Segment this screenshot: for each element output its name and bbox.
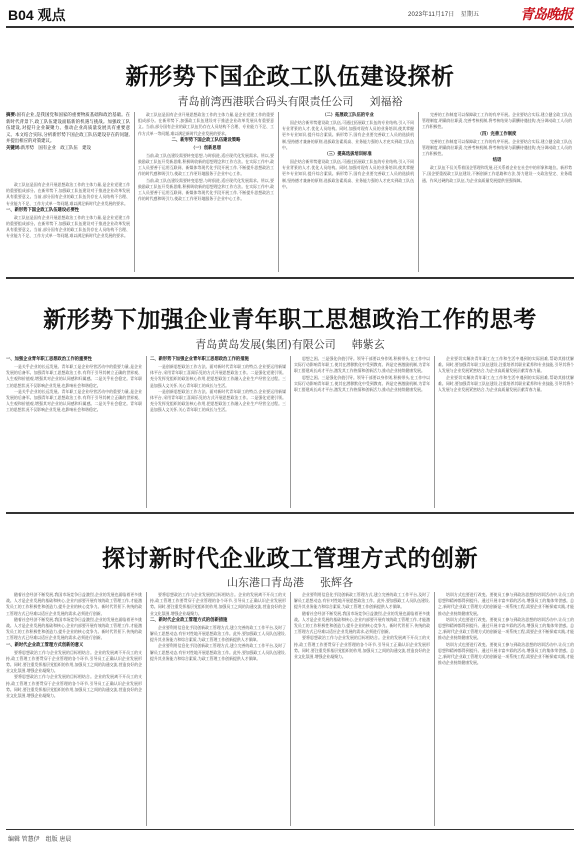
article3-org: 山东港口青岛港	[227, 576, 304, 589]
article3-paragraph: 随着社会经济不断发展,我国市场竞争日益激烈,企业的发展也面临着更多挑战。人才是企业发展的基础和核心,企业内部要开展有效的政工管理工作,才能激发员工的工作积极性和创造力,提升企业的核心竞争力。新时代背景下,传统的政工管理方式已经难以适应企业发展的需求,必须进行创新。	[6, 616, 142, 641]
footer-designer: 组版 唐晨	[45, 837, 72, 843]
article3-column-2	[150, 592, 286, 826]
article1-paragraph: 当前,政工队伍建设需要转变思想,与时俱进,适应现代化发展需求。所以,要鼓励政工队伍开发新思维,积极吸收新的思想理念和工作方法。在实际工作中,政工人员要善于运用互联网、新媒体等现代化手段开展工作,不断提升思想政治工作的时代感和吸引力,使政工工作更好地服务于企业中心工作。	[138, 152, 274, 177]
section-name: 观点	[37, 7, 66, 23]
issue-date: 2023年11月17日 星期五	[408, 12, 480, 18]
article3-paragraph: 培训方式也要进行改变。要使员工参与到政治思想的培训活动中,让员工的思想和精神都得到提升。通过开展丰富多彩的活动,增强员工的集体荣誉感。总之,新时代企业政工管理方式的创新是一项系统工程,需要企业不断探索实践,才能推动企业持续健康发展。	[438, 616, 574, 641]
article3-paragraph: 随着社会经济不断发展,我国市场竞争日益激烈,企业的发展也面临着更多挑战。人才是企业发展的基础和核心,企业内部要开展有效的政工管理工作,才能激发员工的工作积极性和创造力,提升企业的核心竞争力。新时代背景下,传统的政工管理方式已经难以适应企业发展的需求,必须进行创新。	[6, 592, 142, 616]
article1-section-heading: 一、新形势下国企政工队伍建设必要性	[6, 207, 80, 213]
column-divider	[278, 112, 279, 272]
article3-paragraph: 培训方式也要进行改变。要使员工参与到政治思想的培训活动中,让员工的思想和精神都得到提升。通过开展丰富多彩的活动,增强员工的集体荣誉感。总之,新时代企业政工管理方式的创新是一项系统工程,需要企业不断探索实践,才能推动企业持续健康发展。	[438, 641, 574, 666]
article1-subheading: （三）提高选拔培训标准	[324, 152, 372, 158]
article2-column-4	[438, 356, 574, 508]
article3-title: 探讨新时代企业政工管理方式的创新	[102, 545, 478, 572]
column-divider	[146, 592, 147, 826]
abstract-label: 摘要:	[6, 113, 17, 118]
header-rule	[6, 26, 574, 28]
article1-paragraph: 国企结合新形势建设政工队伍,可通过拓展政工队伍的专业结构,引入不同专业背景的人才,优化人员结构。同时,加强对现有人员的业务培训,使其掌握更多专业知识,提升综合素质。新形势下,国有企业要完善政工人员的选拔机制,坚持德才兼备的原则,选拔政治素质高、业务能力强的人才充实到政工队伍中。	[282, 159, 414, 189]
article2-column-3	[294, 356, 430, 508]
article1-subheading: （一）创新思想	[190, 145, 222, 151]
article1-org: 青岛前湾西港联合码头有限责任公司	[177, 95, 354, 108]
article2-paragraph: 企业要切实解决青年职工在工作和生活中遇到的实际困难,帮助其排忧解难。同时,要加强青年职工队伍建设,注重培养其职业素养和专业技能,引导其将个人发展与企业发展紧密结合,为企业高质量发展贡献青春力量。	[438, 356, 574, 374]
column-divider	[418, 112, 419, 272]
article1-section-heading: 二、新形势下国企政工队伍建设策略	[171, 137, 241, 143]
article1-column-4	[422, 112, 572, 272]
column-divider	[290, 356, 291, 508]
article3-paragraph: 随着社会经济不断发展,我国市场竞争日益激烈,企业的发展也面临着更多挑战。人才是企业发展的基础和核心,企业内部要开展有效的政工管理工作,才能激发员工的工作积极性和创造力,提升企业的核心竞争力。新时代背景下,传统的政工管理方式已经难以适应企业发展的需求,必须进行创新。	[294, 610, 430, 635]
article3-column-4	[438, 592, 574, 826]
article3-paragraph: 要将思想政治工作与企业发展的目标相结合。企业的发展离不开员工的支持,政工管理工作要贯穿于企业管理的各个环节,引导员工正确认识企业发展形势。同时,要注重发挥基层党组织的作用,加强员工之间的沟通交流,营造良好的企业文化氛围,增强企业凝聚力。	[294, 635, 430, 660]
article3-section-heading: 一、新时代企业政工管理方式创新的意义	[6, 642, 84, 648]
article2-paragraph: 思想之困。三是强化价值引导。领导干部要以身作则,积极带头,在工作中以实际行动影响青年职工,使其在潜移默化中受到教育。四是完善激励机制,为青年职工搭建成长成才平台,激发其工作热情和创新活力,推动企业持续健康发展。	[294, 356, 430, 374]
article2-paragraph: 一是关乎企业的长远发展。青年职工是企业经营活动中的重要力量,是企业发展的后备军。加强青年职工思想政治工作,有利于引导其树立正确的世界观、人生观和价值观,增强其对企业的认同感和归属感。二是关乎社会稳定。青年职工的思想状况不仅影响企业发展,也影响社会和谐稳定。	[6, 364, 142, 388]
article2-paragraph: 思想之困。三是强化价值引导。领导干部要以身作则,积极带头,在工作中以实际行动影响青年职工,使其在潜移默化中受到教育。四是完善激励机制,为青年职工搭建成长成才平台,激发其工作热情和创新活力,推动企业持续健康发展。	[294, 374, 430, 393]
article3-paragraph: 培训方式也要进行改变。要使员工参与到政治思想的培训活动中,让员工的思想和精神都得到提升。通过开展丰富多彩的活动,增强员工的集体荣誉感。总之,新时代企业政工管理方式的创新是一项系统工程,需要企业不断探索实践,才能推动企业持续健康发展。	[438, 592, 574, 616]
article3-column-3	[294, 592, 430, 826]
article3-section-heading: 二、新时代企业政工管理方式的创新措施	[150, 617, 228, 623]
article1-column-3	[282, 112, 414, 272]
column-divider	[146, 356, 147, 508]
page-number: B04	[8, 7, 34, 23]
article3-author: 张辉各	[320, 576, 353, 589]
article1-byline	[0, 93, 580, 109]
article3-paragraph: 要将思想政治工作与企业发展的目标相结合。企业的发展离不开员工的支持,政工管理工作要贯穿于企业管理的各个环节,引导员工正确认识企业发展形势。同时,要注重发挥基层党组织的作用,加强员工之间的沟通交流,营造良好的企业文化氛围,增强企业凝聚力。	[6, 674, 142, 699]
article2-section-heading: 二、新形势下加强企业青年职工思想政治工作的措施	[150, 357, 249, 362]
column-divider	[434, 592, 435, 826]
article2-paragraph: 企业要切实解决青年职工在工作和生活中遇到的实际困难,帮助其排忧解难。同时,要加强青年职工队伍建设,注重培养其职业素养和专业技能,引导其将个人发展与企业发展紧密结合,为企业高质量发展贡献青春力量。	[438, 374, 574, 393]
article2-org: 青岛黄岛发展(集团)有限公司	[195, 338, 336, 351]
article3-byline	[0, 574, 580, 590]
article2-section-heading: 一、加强企业青年职工思想政治工作的重要性	[6, 357, 92, 362]
article3-paragraph: 企业要利用信息化手段创新政工管理方式,建立完善的政工工作平台,及时了解员工思想动态,有针对性地开展思想政治工作。此外,要加强政工人员队伍建设,提升其业务能力和综合素质,为政工管理工作创新提供人才保障。	[150, 624, 286, 643]
article1-paragraph: 完善的工作制度可以保障政工工作的有序开展。企业要结合实际,建立健全政工队伍管理制度,明确岗位职责,完善考核机制,将考核结果与薪酬待遇挂钩,充分调动政工人员的工作积极性。	[422, 112, 572, 130]
column-divider	[290, 592, 291, 826]
article2-column-1	[6, 356, 142, 508]
footer-rule	[6, 829, 574, 830]
article1-title: 新形势下国企政工队伍建设探析	[125, 63, 455, 90]
article1-paragraph: 政工队伍不仅关系着国企管理和发展,还关系着企业在社会中的形象和地位。新形势下,国企要重视政工队伍建设,不断创新工作思路和方法,努力建设一支政治坚定、业务精通、作风过硬的政工队伍,为企业高质量发展提供坚强保障。	[422, 165, 572, 183]
article3-paragraph: 企业要利用信息化手段创新政工管理方式,建立完善的政工工作平台,及时了解员工思想动态,有针对性地开展思想政治工作。此外,要加强政工人员队伍建设,提升其业务能力和综合素质,为政工管理工作创新提供人才保障。	[150, 643, 286, 661]
page-header	[0, 0, 580, 26]
abstract-text: 国有企业,是我国党和国家的重要物质基础和政治基础。在新时代背景下,政工队伍建设面临新的机遇与挑战。加强政工队伍建设,对提升企业凝聚力、推动企业高质量发展具有重要意义。本文结合实际,分析新形势下国企政工队伍建设存在的问题,并提出相应的对策建议。	[6, 113, 130, 145]
column-divider	[134, 112, 135, 272]
article2-byline	[0, 336, 580, 352]
article1-subheading: （二）拓展政工队伍的专业	[322, 113, 374, 118]
article1-conclusion-heading: 结语	[492, 158, 502, 164]
article1-paragraph: 政工队伍是国有企业开展思想政治工作的主体力量,是企业党建工作的重要组成部分。在新形势下,加强政工队伍建设对于推进企业改革发展具有重要意义。当前,部分国有企业的政工队伍仍存在人员结构不合理、专业能力不足、工作方式单一等问题,难以满足新时代企业发展的要求。	[6, 182, 130, 206]
article1-author: 刘福裕	[369, 95, 403, 108]
article1-subheading: （四）完善工作制度	[477, 131, 517, 137]
article1-paragraph: 政工队伍是国有企业开展思想政治工作的主体力量,是企业党建工作的重要组成部分。在新形势下,加强政工队伍建设对于推进企业改革发展具有重要意义。当前,部分国有企业的政工队伍仍存在人员结构不合理、专业能力不足、工作方式单一等问题,难以满足新时代企业发展的要求。	[6, 214, 130, 239]
keywords-label: 关键词:	[6, 145, 21, 151]
article3-paragraph: 企业要利用信息化手段创新政工管理方式,建立完善的政工工作平台,及时了解员工思想动态,有针对性地开展思想政治工作。此外,要加强政工人员队伍建设,提升其业务能力和综合素质,为政工管理工作创新提供人才保障。	[294, 592, 430, 610]
article3-column-1	[6, 592, 142, 826]
newspaper-logo: 青岛晚报	[520, 7, 572, 23]
article1-paragraph: 政工队伍是国有企业开展思想政治工作的主体力量,是企业党建工作的重要组成部分。在新形势下,加强政工队伍建设对于推进企业改革发展具有重要意义。当前,部分国有企业的政工队伍仍存在人员结构不合理、专业能力不足、工作方式单一等问题,难以满足新时代企业发展的要求。	[138, 112, 274, 136]
article2-author: 韩紫玄	[351, 338, 385, 351]
article1-abstract	[6, 113, 130, 153]
page-footer	[8, 834, 77, 843]
article3-paragraph: 要将思想政治工作与企业发展的目标相结合。企业的发展离不开员工的支持,政工管理工作要贯穿于企业管理的各个环节,引导员工正确认识企业发展形势。同时,要注重发挥基层党组织的作用,加强员工之间的沟通交流,营造良好的企业文化氛围,增强企业凝聚力。	[150, 592, 286, 616]
article1-paragraph: 当前,政工队伍建设需要转变思想,与时俱进,适应现代化发展需求。所以,要鼓励政工队伍开发新思维,积极吸收新的思想理念和工作方法。在实际工作中,政工人员要善于运用互联网、新媒体等现代化手段开展工作,不断提升思想政治工作的时代感和吸引力,使政工工作更好地服务于企业中心工作。	[138, 177, 274, 202]
page-number-section	[8, 5, 66, 25]
article2-paragraph: 一是关乎企业的长远发展。青年职工是企业经营活动中的重要力量,是企业发展的后备军。加强青年职工思想政治工作,有利于引导其树立正确的世界观、人生观和价值观,增强其对企业的认同感和归属感。二是关乎社会稳定。青年职工的思想状况不仅影响企业发展,也影响社会和谐稳定。	[6, 388, 142, 413]
article2-paragraph: 一是创新思想政治工作方法。面对新时代青年职工的特点,企业要运用新媒体平台,采用青年职工喜闻乐见的方式开展思想政治工作。二是强化党建引领。充分发挥党组织的政治核心作用,把思想政治工作融入企业生产经营全过程。三是加强人文关怀,关心青年职工的成长与生活。	[150, 388, 286, 413]
article1-column-2	[138, 112, 274, 272]
article2-title: 新形势下加强企业青年职工思想政治工作的思考	[43, 306, 537, 333]
article3-paragraph: 要将思想政治工作与企业发展的目标相结合。企业的发展离不开员工的支持,政工管理工作要贯穿于企业管理的各个环节,引导员工正确认识企业发展形势。同时,要注重发挥基层党组织的作用,加强员工之间的沟通交流,营造良好的企业文化氛围,增强企业凝聚力。	[6, 649, 142, 674]
article2-paragraph: 一是创新思想政治工作方法。面对新时代青年职工的特点,企业要运用新媒体平台,采用青年职工喜闻乐见的方式开展思想政治工作。二是强化党建引领。充分发挥党组织的政治核心作用,把思想政治工作融入企业生产经营全过程。三是加强人文关怀,关心青年职工的成长与生活。	[150, 364, 286, 388]
section-rule	[6, 512, 574, 514]
article1-paragraph: 完善的工作制度可以保障政工工作的有序开展。企业要结合实际,建立健全政工队伍管理制度,明确岗位职责,完善考核机制,将考核结果与薪酬待遇挂钩,充分调动政工人员的工作积极性。	[422, 138, 572, 157]
section-rule	[6, 277, 574, 279]
footer-editor: 编辑 管慧伊	[8, 837, 40, 843]
keywords-text: 新形势 国有企业 政工队伍 建设	[20, 145, 92, 151]
article1-paragraph: 国企结合新形势建设政工队伍,可通过拓展政工队伍的专业结构,引入不同专业背景的人才,优化人员结构。同时,加强对现有人员的业务培训,使其掌握更多专业知识,提升综合素质。新形势下,国有企业要完善政工人员的选拔机制,坚持德才兼备的原则,选拔政治素质高、业务能力强的人才充实到政工队伍中。	[282, 120, 414, 150]
article1-column-1	[6, 182, 130, 270]
column-divider	[434, 356, 435, 508]
article2-column-2	[150, 356, 286, 508]
